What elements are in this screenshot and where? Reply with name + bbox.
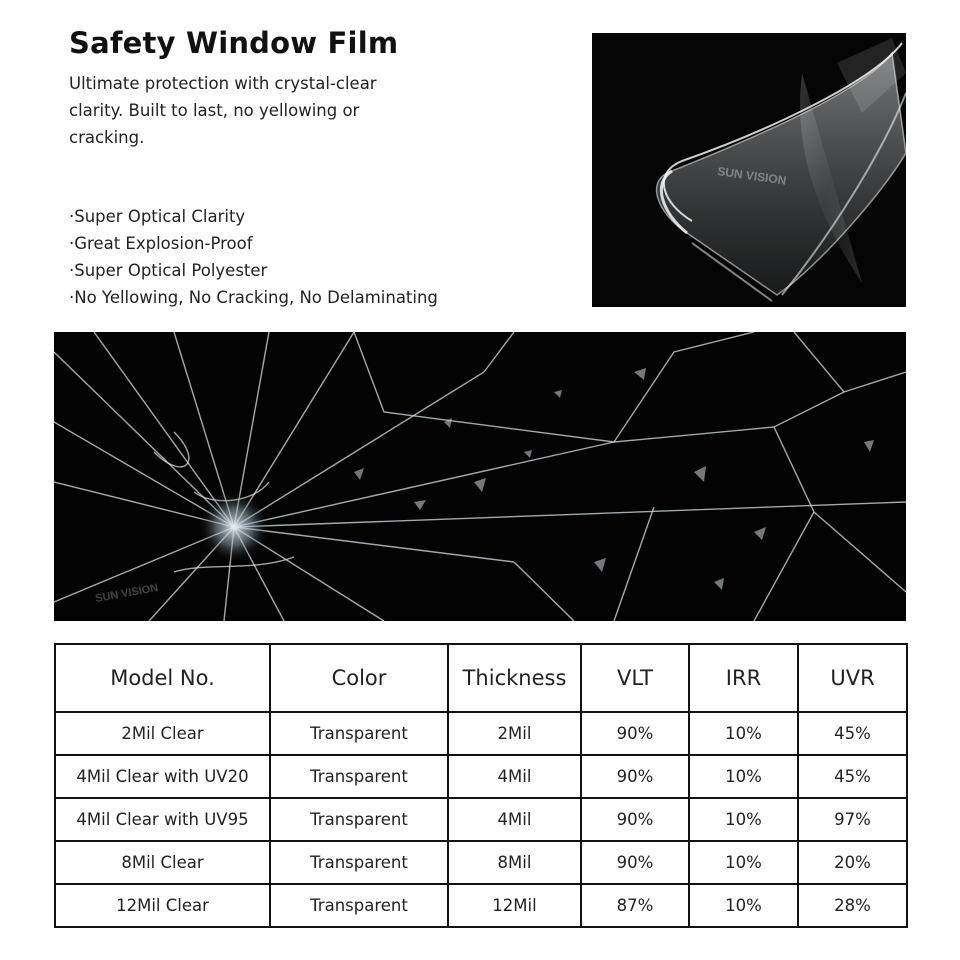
page-title: Safety Window Film — [69, 26, 399, 60]
shattered-glass-photo — [54, 332, 906, 621]
table-row — [55, 841, 907, 884]
cell-color: Transparent — [270, 755, 448, 798]
table-row — [55, 798, 907, 841]
cell-irr: 10% — [689, 841, 798, 884]
film-roll-photo — [592, 33, 906, 307]
feature-item: · Great Explosion-Proof — [69, 230, 438, 257]
watermark: SUN VISION — [94, 582, 160, 605]
cell-thickness: 4Mil — [448, 798, 581, 841]
table-row — [55, 712, 907, 755]
cell-uvr: 20% — [798, 841, 907, 884]
cell-color: Transparent — [270, 841, 448, 884]
cell-irr: 10% — [689, 712, 798, 755]
watermark: SUN VISION — [716, 164, 788, 188]
cell-thickness: 2Mil — [448, 712, 581, 755]
feature-item: · Super Optical Clarity — [69, 203, 438, 230]
cell-model: 4Mil Clear with UV95 — [55, 798, 270, 841]
column-header: VLT — [581, 644, 689, 712]
table-header-row — [55, 644, 907, 712]
column-header: Model No. — [55, 644, 270, 712]
cell-color: Transparent — [270, 712, 448, 755]
table-row — [55, 755, 907, 798]
cell-model: 12Mil Clear — [55, 884, 270, 927]
cell-vlt: 87% — [581, 884, 689, 927]
table-row — [55, 884, 907, 927]
cell-color: Transparent — [270, 884, 448, 927]
cell-vlt: 90% — [581, 712, 689, 755]
cell-uvr: 28% — [798, 884, 907, 927]
cell-irr: 10% — [689, 884, 798, 927]
column-header: Color — [270, 644, 448, 712]
cell-uvr: 45% — [798, 755, 907, 798]
column-header: Thickness — [448, 644, 581, 712]
spec-table — [54, 643, 908, 928]
cell-model: 4Mil Clear with UV20 — [55, 755, 270, 798]
cell-thickness: 4Mil — [448, 755, 581, 798]
cell-model: 2Mil Clear — [55, 712, 270, 755]
cell-thickness: 8Mil — [448, 841, 581, 884]
cell-vlt: 90% — [581, 755, 689, 798]
cell-vlt: 90% — [581, 841, 689, 884]
cell-uvr: 97% — [798, 798, 907, 841]
cell-irr: 10% — [689, 798, 798, 841]
cell-vlt: 90% — [581, 798, 689, 841]
cell-color: Transparent — [270, 798, 448, 841]
cell-irr: 10% — [689, 755, 798, 798]
product-description: Ultimate protection with crystal-clear clarity. Built to last, no yellowing or cracking. — [69, 74, 377, 147]
cell-thickness: 12Mil — [448, 884, 581, 927]
column-header: UVR — [798, 644, 907, 712]
feature-item: · No Yellowing, No Cracking, No Delaminating — [69, 284, 438, 311]
feature-item: · Super Optical Polyester — [69, 257, 438, 284]
feature-list — [69, 203, 438, 311]
cell-uvr: 45% — [798, 712, 907, 755]
column-header: IRR — [689, 644, 798, 712]
cell-model: 8Mil Clear — [55, 841, 270, 884]
